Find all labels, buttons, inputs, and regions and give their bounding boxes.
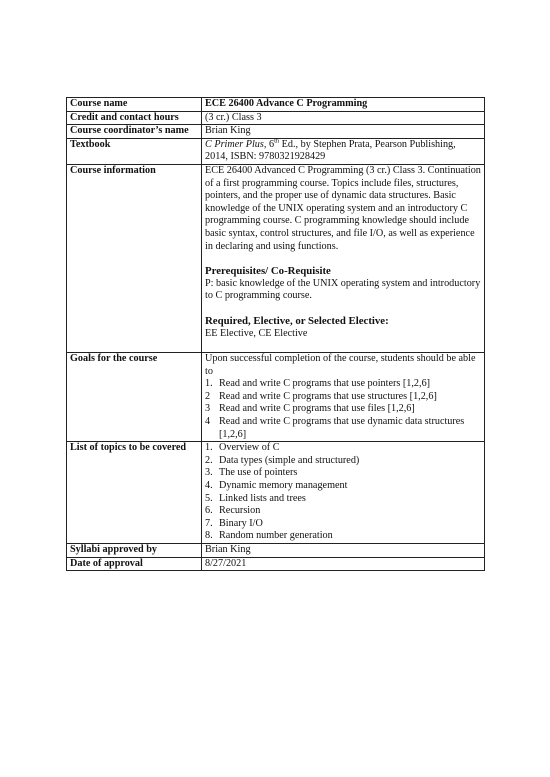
coordinator-value: Brian King [202, 125, 485, 139]
topic-num: 1. [205, 442, 213, 454]
topics-list [205, 442, 481, 543]
topic-text: Binary I/O [219, 517, 263, 529]
goal-num: 2 [205, 390, 211, 402]
goal-item [205, 378, 481, 391]
topic-text: Recursion [219, 505, 261, 517]
topics-label: List of topics to be covered [67, 442, 202, 544]
topic-num: 3. [205, 467, 213, 479]
prereq-heading: Prerequisites/ Co-Requisite [205, 265, 331, 278]
topic-text: Data types (simple and structured) [219, 454, 360, 466]
goal-num: 4 [205, 416, 211, 428]
topic-text: The use of pointers [219, 467, 298, 479]
topic-num: 2. [205, 454, 213, 466]
course-name-label: Course name [67, 98, 202, 112]
elective-heading: Required, Elective, or Selected Elective: [205, 314, 389, 327]
topic-item [205, 493, 481, 506]
goals-list [205, 378, 481, 441]
goal-num: 1. [205, 378, 213, 390]
goal-num: 3 [205, 403, 211, 415]
textbook-edition-sup: th [274, 137, 280, 145]
course-name-value: ECE 26400 Advance C Programming [202, 98, 485, 112]
course-info-text: ECE 26400 Advanced C Programming (3 cr.) Class 3. Continuation of a first programming course. Topics include files, structures, pointers, and the proper use of dynamic data structures. Basic knowledge of the UNIX operating system and an introductory C programming course. C programming knowledge should include basic syntax, control structures, and file I/O, as well as experience in declaring and using functions. [205, 164, 481, 252]
elective-text: EE Elective, CE Elective [205, 327, 308, 339]
topic-num: 7. [205, 517, 213, 529]
credit-label: Credit and contact hours [67, 111, 202, 125]
row-topics [67, 442, 485, 544]
goals-intro: Upon successful completion of the course, students should be able to [205, 353, 476, 377]
topics-value [202, 442, 485, 544]
topic-num: 8. [205, 530, 213, 542]
textbook-sep: , [263, 138, 269, 150]
topic-text: Random number generation [219, 530, 333, 542]
topic-item [205, 455, 481, 468]
goal-text: Read and write C programs that use structures [1,2,6] [219, 390, 437, 402]
goal-item [205, 391, 481, 404]
approved-by-value: Brian King [202, 544, 485, 558]
topic-num: 4. [205, 480, 213, 492]
credit-value: (3 cr.) Class 3 [202, 111, 485, 125]
goals-value [202, 353, 485, 442]
course-info-value [202, 164, 485, 352]
coordinator-label: Course coordinator’s name [67, 125, 202, 139]
textbook-details: Ed., by Stephen Prata, Pearson Publishing, 2014, ISBN: 9780321928429 [205, 138, 456, 163]
approved-by-label: Syllabi approved by [67, 544, 202, 558]
goal-text: Read and write C programs that use dynamic data structures [1,2,6] [219, 416, 465, 440]
row-coordinator [67, 125, 485, 139]
syllabus-table [66, 97, 485, 571]
topic-text: Linked lists and trees [219, 492, 306, 504]
topic-text: Overview of C [219, 442, 280, 454]
goal-item [205, 416, 481, 441]
textbook-title: C Primer Plus [205, 138, 264, 150]
textbook-label: Textbook [67, 138, 202, 164]
textbook-value [202, 138, 485, 164]
prereq-text: P: basic knowledge of the UNIX operating system and introductory to C programming course. [205, 277, 481, 302]
row-date [67, 557, 485, 571]
topic-text: Dynamic memory management [219, 480, 348, 492]
row-course-info [67, 164, 485, 352]
topic-num: 6. [205, 505, 213, 517]
textbook-edition: 6 [268, 138, 275, 150]
topic-item [205, 505, 481, 518]
row-approved-by [67, 544, 485, 558]
topic-item [205, 467, 481, 480]
topic-item [205, 480, 481, 493]
topic-item [205, 442, 481, 455]
topic-item [205, 530, 481, 543]
date-value: 8/27/2021 [202, 557, 485, 571]
goals-label: Goals for the course [67, 353, 202, 442]
goal-text: Read and write C programs that use files [1,2,6] [219, 403, 415, 415]
topic-item [205, 518, 481, 531]
goal-item [205, 403, 481, 416]
row-course-name [67, 98, 485, 112]
row-credit [67, 111, 485, 125]
row-goals [67, 353, 485, 442]
row-textbook [67, 138, 485, 164]
goal-text: Read and write C programs that use pointers [1,2,6] [219, 378, 431, 390]
course-info-label: Course information [67, 164, 202, 352]
topic-num: 5. [205, 492, 213, 504]
date-label: Date of approval [67, 557, 202, 571]
